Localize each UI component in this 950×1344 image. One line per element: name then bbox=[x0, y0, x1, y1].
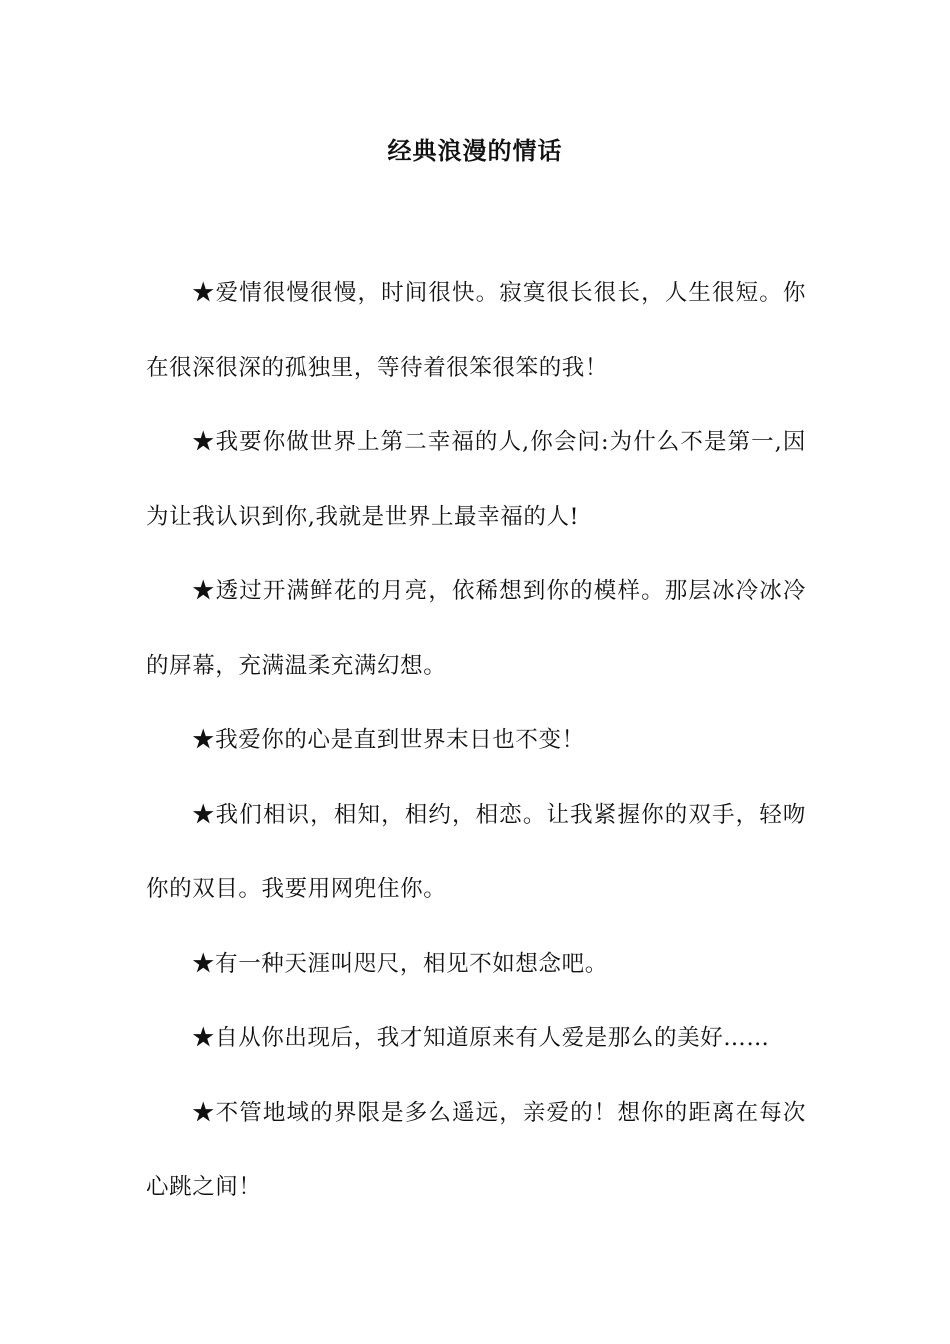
paragraph: ★我要你做世界上第二幸福的人,你会问:为什么不是第一,因为让我认识到你,我就是世界上最幸福的人! bbox=[146, 429, 806, 530]
paragraph: ★爱情很慢很慢，时间很快。寂寞很长很长，人生很短。你在很深很深的孤独里，等待着很笨很笨的我！ bbox=[146, 280, 806, 381]
paragraph: ★有一种天涯叫咫尺，相见不如想念吧。 bbox=[192, 950, 608, 977]
paragraph: ★我们相识，相知，相约，相恋。让我紧握你的双手，轻吻你的双目。我要用网兜住你。 bbox=[146, 801, 806, 902]
paragraph: ★我爱你的心是直到世界末日也不变！ bbox=[192, 727, 585, 753]
paragraph: ★透过开满鲜花的月亮，依稀想到你的模样。那层冰冷冰冷的屏幕，充满温柔充满幻想。 bbox=[146, 578, 806, 679]
page-title: 经典浪漫的情话 bbox=[387, 136, 563, 165]
paragraph: ★自从你出现后，我才知道原来有人爱是那么的美好…… bbox=[192, 1025, 770, 1051]
paragraph: ★不管地域的界限是多么遥远，亲爱的！想你的距离在每次心跳之间！ bbox=[146, 1099, 806, 1200]
document-body bbox=[146, 256, 806, 1225]
